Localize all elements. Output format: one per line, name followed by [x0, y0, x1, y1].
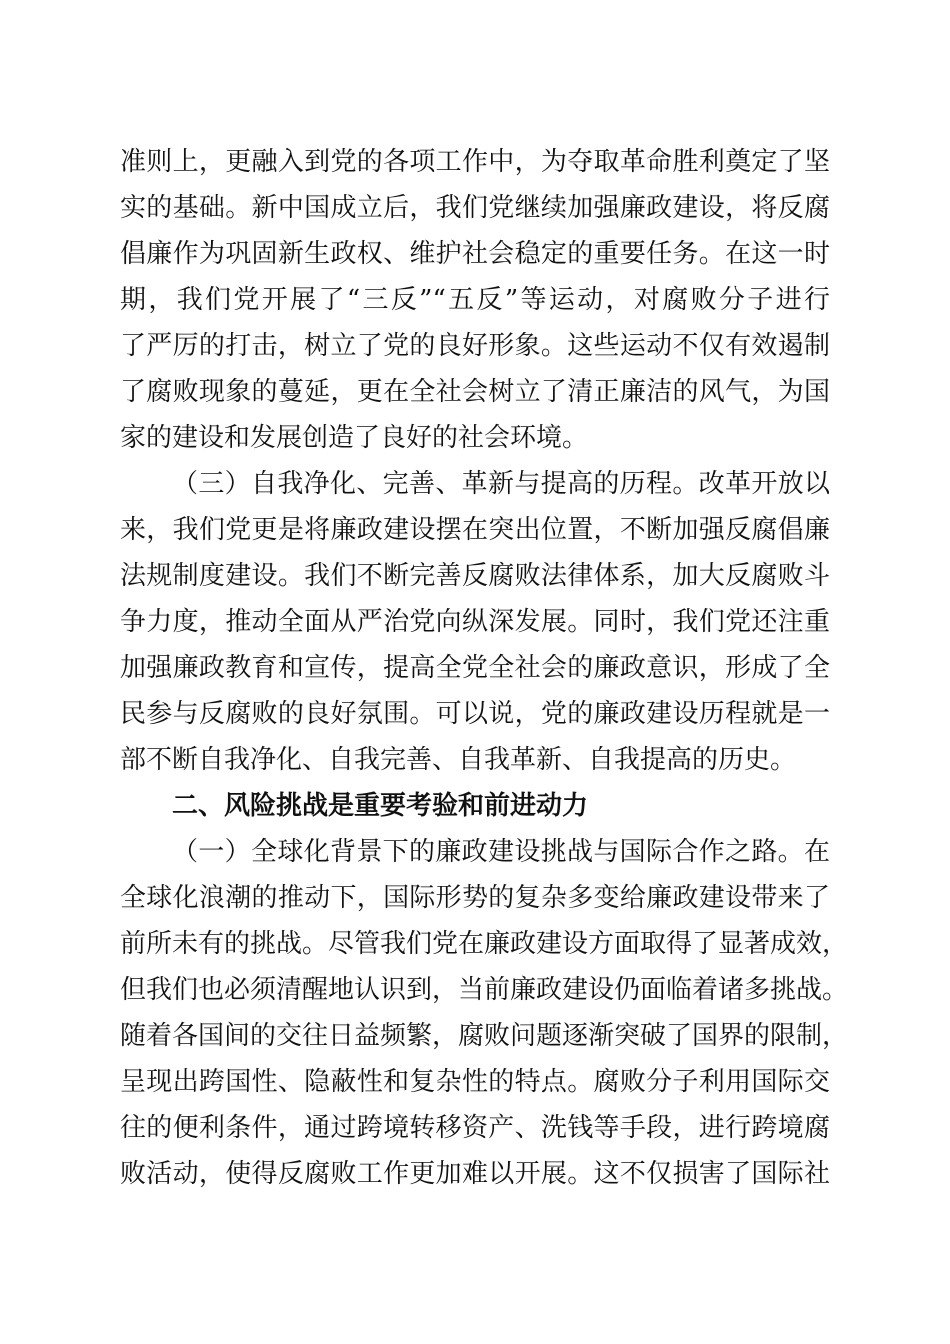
- paragraph-line: 但我们也必须清醒地认识到，当前廉政建设仍面临着诸多挑战。: [120, 975, 849, 1005]
- paragraph-line: 了严厉的打击，树立了党的良好形象。这些运动不仅有效遏制: [120, 331, 830, 361]
- paragraph-line: 部不断自我净化、自我完善、自我革新、自我提高的历史。: [120, 745, 797, 775]
- paragraph-line: 往的便利条件，通过跨境转移资产、洗钱等手段，进行跨境腐: [120, 1113, 830, 1143]
- paragraph-line: 全球化浪潮的推动下，国际形势的复杂多变给廉政建设带来了: [120, 883, 830, 913]
- paragraph-line: 加强廉政教育和宣传，提高全党全社会的廉政意识，形成了全: [120, 653, 830, 683]
- section-heading: 二、风险挑战是重要考验和前进动力: [172, 791, 589, 821]
- paragraph-line: 了腐败现象的蔓延，更在全社会树立了清正廉洁的风气，为国: [120, 377, 830, 407]
- paragraph-line: 倡廉作为巩固新生政权、维护社会稳定的重要任务。在这一时: [120, 239, 830, 269]
- subsection-heading-line: （一）全球化背景下的廉政建设挑战与国际合作之路。在: [172, 837, 830, 867]
- paragraph-line: 准则上，更融入到党的各项工作中，为夺取革命胜利奠定了坚: [120, 147, 830, 177]
- paragraph-line: 呈现出跨国性、隐蔽性和复杂性的特点。腐败分子利用国际交: [120, 1067, 830, 1097]
- paragraph-line: 实的基础。新中国成立后，我们党继续加强廉政建设，将反腐: [120, 193, 830, 223]
- subsection-heading-line: （三）自我净化、完善、革新与提高的历程。改革开放以: [172, 469, 830, 499]
- paragraph-line: 家的建设和发展创造了良好的社会环境。: [120, 423, 589, 453]
- paragraph-line: 来，我们党更是将廉政建设摆在突出位置，不断加强反腐倡廉: [120, 515, 830, 545]
- paragraph-line: 随着各国间的交往日益频繁，腐败问题逐渐突破了国界的限制，: [120, 1021, 849, 1051]
- paragraph-line: 法规制度建设。我们不断完善反腐败法律体系，加大反腐败斗: [120, 561, 830, 591]
- paragraph-line: 争力度，推动全面从严治党向纵深发展。同时，我们党还注重: [120, 607, 830, 637]
- paragraph-line: 民参与反腐败的良好氛围。可以说，党的廉政建设历程就是一: [120, 699, 830, 729]
- paragraph-line: 期，我们党开展了“三反”“五反”等运动，对腐败分子进行: [120, 285, 830, 315]
- paragraph-line: 前所未有的挑战。尽管我们党在廉政建设方面取得了显著成效，: [120, 929, 849, 959]
- paragraph-line: 败活动，使得反腐败工作更加难以开展。这不仅损害了国际社: [120, 1159, 830, 1189]
